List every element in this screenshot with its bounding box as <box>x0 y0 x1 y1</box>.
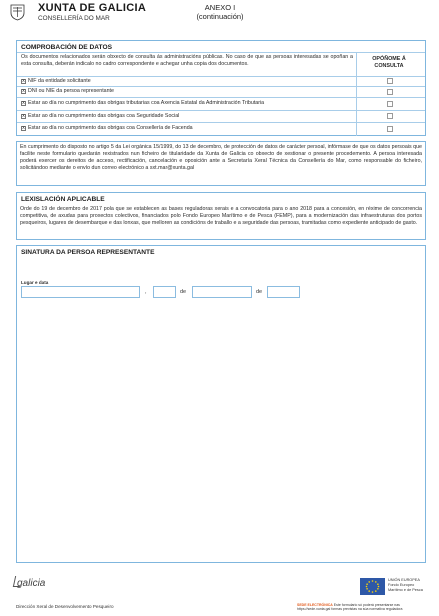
oppose-checkbox[interactable] <box>387 126 393 132</box>
sede-line: formas previstas na súa normativa reguladora <box>331 607 403 612</box>
org-subtitle: CONSELLERÍA DO MAR <box>38 15 110 22</box>
eu-text-line: Fondo Europeo <box>388 582 415 587</box>
org-name: XUNTA DE GALICIA <box>38 2 147 14</box>
oppose-consultation-header: OPÓÑOME Á CONSULTA <box>372 56 406 69</box>
eu-flag-icon <box>360 578 385 595</box>
eu-text-line: Marítimo e de Pesca <box>388 587 423 592</box>
comma-separator: , <box>145 289 147 295</box>
divider <box>17 52 425 53</box>
eu-text-line: UNIÓN EUROPEA <box>388 578 420 582</box>
item-label: Estar ao día no cumprimento das obrigas coa Consellería de Facenda <box>28 125 193 131</box>
year-field[interactable] <box>267 286 300 298</box>
item-check-icon: x <box>22 100 25 106</box>
legislation-text: Orde do 19 de decembro de 2017 pola que se establecen as bases reguladoras xerais e a convocatoria para o ano 2018 para a concesión, en réxime de concorrencia competitiva, de axudas para proxectos colectivos, financiados polo Fondo Europeo Marítimo e de Pesca (FEMP), para a modernización das infraestruturas dos portos pesqueiros, lugares de desembarque e das lonxas, que melloren as condicións de traballo e a seguridade das persoas, tramitadas como expediente anticipado de gasto. <box>20 206 422 226</box>
verification-title: COMPROBACIÓN DE DATOS <box>21 44 112 51</box>
annex-title: ANEXO I <box>204 3 236 12</box>
signature-title: SINATURA DA PERSOA REPRESENTANTE <box>21 249 155 256</box>
column-divider <box>356 52 357 136</box>
de-separator: de <box>256 289 263 295</box>
place-field[interactable] <box>21 286 140 298</box>
sede-line: Este formulario só poderá presentarse nas <box>333 603 400 607</box>
oppose-checkbox[interactable] <box>387 113 393 119</box>
directorate-name: Dirección Xeral de Desenvolvemento Pesqueiro <box>16 604 114 609</box>
item-label: DNI ou NIE da persoa representante <box>28 88 114 94</box>
item-check-icon: x <box>22 125 25 131</box>
item-check-icon: x <box>22 88 25 94</box>
divider <box>17 76 425 77</box>
divider <box>17 97 425 98</box>
sede-notice <box>297 603 402 612</box>
oppose-checkbox[interactable] <box>387 89 393 95</box>
verification-intro: Os documentos relacionados serán obxecto de consulta ás administracións públicas. No caso de que as persoas interesadas se opoñan a esta consulta, deberán indicalo no cadro correspondente e achegar unha copia dos documentos. <box>21 54 353 67</box>
item-label: NIF da entidade solicitante <box>28 78 91 84</box>
item-check-icon: x <box>22 113 25 119</box>
month-field[interactable] <box>192 286 252 298</box>
eu-fund-text <box>388 578 423 592</box>
legislation-title: LEXISLACIÓN APLICABLE <box>21 196 105 203</box>
de-separator: de <box>180 289 187 295</box>
item-check-icon: x <box>22 78 25 84</box>
annex-heading <box>160 3 280 21</box>
oppose-checkbox[interactable] <box>387 101 393 107</box>
place-date-label: Lugar e data <box>21 280 49 285</box>
divider <box>17 122 425 123</box>
item-label: Estar ao día no cumprimento das obrigas coa Seguridade Social <box>28 113 180 119</box>
privacy-text: En cumprimento do disposto no artigo 5 da Lei orgánica 15/1999, do 13 de decembro, de protección de datos de carácter persoal, infórmase de que os datos persoais que facilite neste formulario quedarán rexistrados nun ficheiro de titularidade da Xunta de Galicia co obxecto de xestionar o presente procedemento. A persoa interesada poderá exercer os dereitos de acceso, rectificación, cancelación e oposición ante a Secretaría Xeral Técnica da Consellería do Mar, como responsable do ficheiro, solicitándoo mediante o envío dun correo electrónico a sxt.mar@xunta.gal <box>20 144 422 171</box>
oppose-checkbox[interactable] <box>387 78 393 84</box>
xunta-logo-icon <box>10 4 25 21</box>
sede-link[interactable]: https://sede.xunta.gal <box>297 607 331 612</box>
sede-label: SEDE ELECTRÓNICA <box>297 603 333 607</box>
item-label: Estar ao día no cumprimento das obrigas tributarias coa Axencia Estatal da Administración Tributaria <box>28 100 265 106</box>
divider <box>17 110 425 111</box>
annex-subtitle: (continuación) <box>196 12 244 21</box>
divider <box>17 86 425 87</box>
galicia-logo: galicia <box>17 578 46 589</box>
day-field[interactable] <box>153 286 176 298</box>
